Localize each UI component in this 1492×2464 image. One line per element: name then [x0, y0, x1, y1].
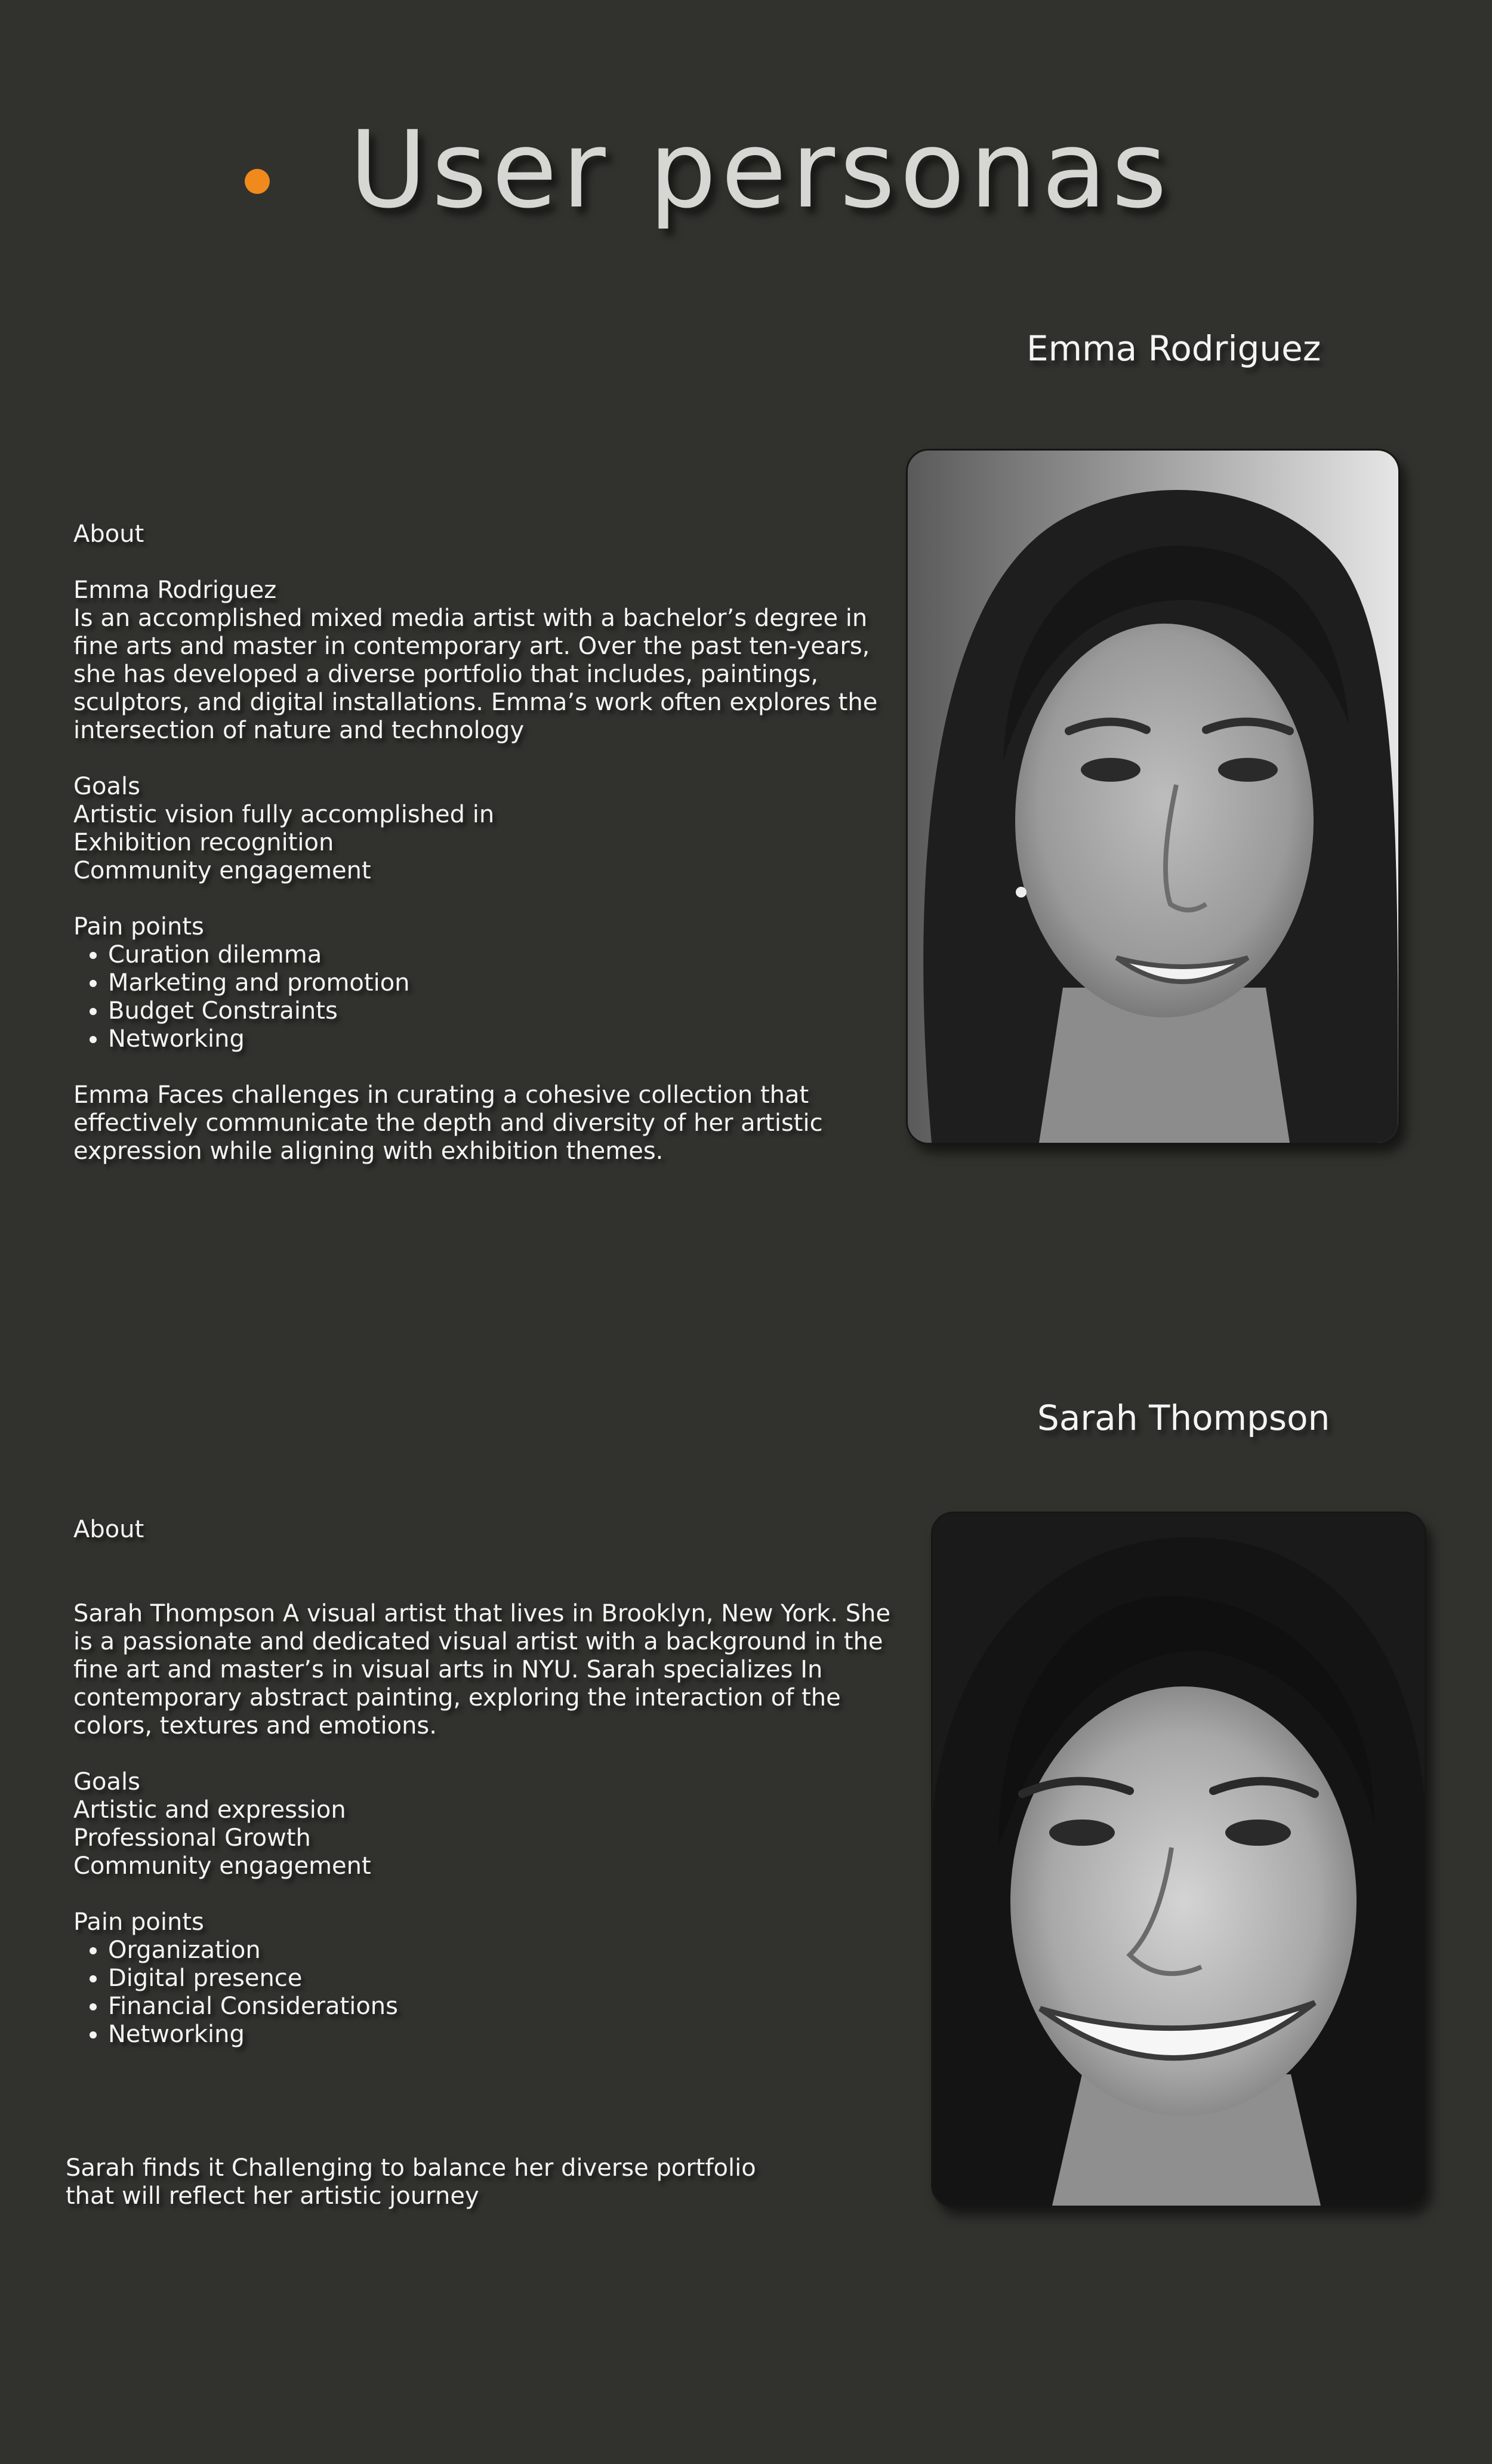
persona-name-emma: Emma Rodriguez — [1026, 328, 1321, 369]
goals-heading: Goals — [73, 1768, 140, 1796]
page-title: User personas — [349, 108, 1172, 232]
portrait-emma-icon — [908, 451, 1398, 1143]
portrait-photo-sarah — [931, 1512, 1426, 2207]
portrait-sarah-icon — [933, 1513, 1425, 2206]
pain-point-item: • Marketing and promotion — [108, 969, 877, 997]
persona-details-sarah — [73, 1516, 890, 2049]
pain-points-heading: Pain points — [73, 913, 204, 940]
goal-item: Community engagement — [73, 857, 371, 884]
pain-point-item: • Organization — [108, 1936, 890, 1965]
bio-line: intersection of nature and technology — [73, 717, 525, 744]
bio-line: colors, textures and emotions. — [73, 1712, 437, 1740]
bio-line: contemporary abstract painting, exploring the interaction of the — [73, 1684, 841, 1711]
bio-line: Sarah Thompson A visual artist that lives in Brooklyn, New York. She — [73, 1600, 891, 1627]
pain-points-heading: Pain points — [73, 1908, 204, 1936]
persona-closing-sarah — [66, 2154, 756, 2210]
closing-line: that will reflect her artistic journey — [66, 2182, 479, 2210]
goal-item: Community engagement — [73, 1852, 371, 1880]
bio-line: is a passionate and dedicated visual artist with a background in the — [73, 1628, 883, 1655]
pain-point-item: • Curation dilemma — [108, 941, 877, 969]
pain-points-list — [73, 941, 877, 1053]
goal-item: Professional Growth — [73, 1824, 311, 1852]
bio-line: Emma Rodriguez — [73, 576, 277, 604]
goals-heading: Goals — [73, 773, 140, 800]
pain-point-item: • Financial Considerations — [108, 1993, 890, 2021]
closing-line: Sarah finds it Challenging to balance her diverse portfolio — [66, 2154, 756, 2182]
closing-line: Emma Faces challenges in curating a cohesive collection that — [73, 1081, 809, 1109]
bio-line: sculptors, and digital installations. Emma’s work often explores the — [73, 689, 878, 716]
about-heading: About — [73, 1516, 144, 1543]
bio-line: fine arts and master in contemporary art. Over the past ten-years, — [73, 633, 870, 660]
about-heading: About — [73, 520, 144, 548]
goal-item: Artistic and expression — [73, 1796, 346, 1824]
bio-line: fine art and master’s in visual arts in NYU. Sarah specializes In — [73, 1656, 823, 1683]
pain-point-item: • Networking — [108, 2021, 890, 2049]
goal-item: Artistic vision fully accomplished in — [73, 801, 495, 828]
persona-name-sarah: Sarah Thompson — [1037, 1398, 1330, 1438]
bio-line: she has developed a diverse portfolio that includes, paintings, — [73, 661, 819, 688]
title-bullet-dot — [245, 169, 270, 194]
persona-details-emma — [73, 520, 877, 1165]
closing-line: effectively communicate the depth and diversity of her artistic — [73, 1109, 823, 1137]
bio-line: Is an accomplished mixed media artist with a bachelor’s degree in — [73, 605, 868, 632]
pain-points-list — [73, 1936, 890, 2049]
goal-item: Exhibition recognition — [73, 829, 334, 856]
pain-point-item: • Budget Constraints — [108, 997, 877, 1025]
portrait-photo-emma — [906, 449, 1400, 1145]
pain-point-item: • Networking — [108, 1025, 877, 1053]
closing-line: expression while aligning with exhibition themes. — [73, 1137, 664, 1165]
pain-point-item: • Digital presence — [108, 1965, 890, 1993]
